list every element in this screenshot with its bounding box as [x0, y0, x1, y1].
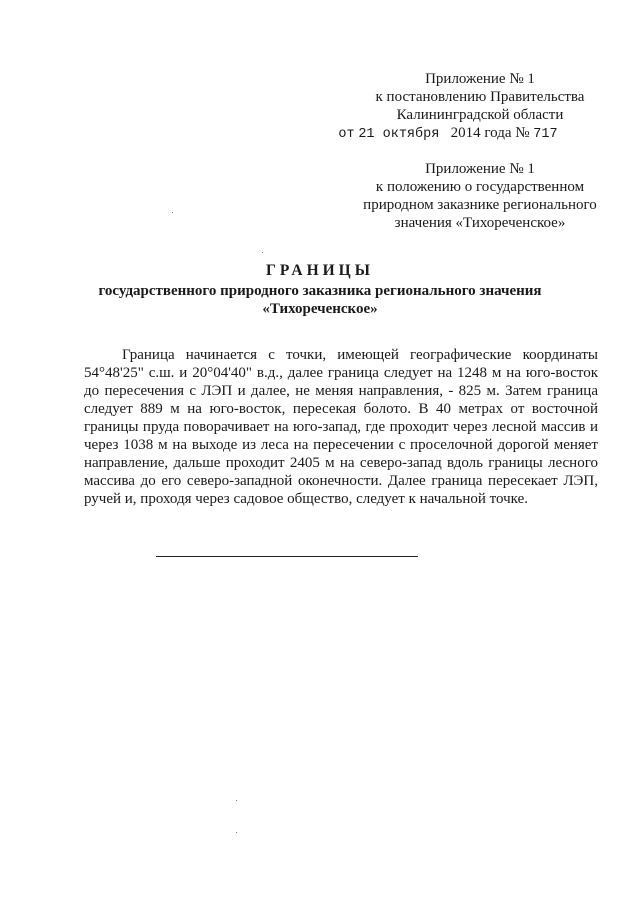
document-subtitle: государственного природного заказника регионального значения: [98, 283, 542, 299]
reserve-name: «Тихореченское»: [262, 301, 378, 317]
date-year: 2014 года №: [450, 125, 530, 141]
order-number: 717: [533, 127, 558, 142]
end-rule: [156, 556, 418, 557]
annex-regulation-line1: Приложение № 1: [425, 161, 535, 177]
annex-regulation-line2: к положению о государственном: [375, 179, 585, 195]
annex-regulation-line3: природном заказнике регионального: [363, 197, 597, 213]
annex-order-line3: Калининградской области: [396, 107, 564, 123]
document-title: ГРАНИЦЫ: [266, 262, 374, 279]
scan-speck: [236, 832, 237, 833]
scan-speck: [236, 800, 237, 801]
date-day-month: 21 октября: [358, 127, 440, 142]
annex-regulation-block: [330, 160, 630, 232]
annex-order-line1: Приложение № 1: [425, 71, 535, 87]
annex-order-date-line: [298, 124, 598, 144]
boundary-description: Граница начинается с точки, имеющей географические координаты 54°48'25" с.ш. и 20°04'40" в.д., далее граница следует на 1248 м на юго-восток до пересечения с ЛЭП и далее, не меняя направления, - 825 м. Затем граница следует 889 м на юго-восток, пересекая болото. В 40 метрах от восточной границы пруда поворачивает на юго-запад, где проходит через лесной массив и через 1038 м на выходе из леса на пересечении с проселочной дорогой меняет направление, дальше проходит 2405 м на северо-запад вдоль границы лесного массива до его северо-западной оконечности. Далее граница пересекает ЛЭП, ручей и, проходя через садовое общество, следует к начальной точке.: [84, 347, 598, 507]
annex-regulation-line4: значения «Тихореченское»: [394, 215, 566, 231]
date-prefix: от: [338, 127, 355, 142]
annex-order-block: [330, 70, 630, 144]
scan-speck: [172, 212, 173, 213]
scan-speck: [262, 252, 263, 253]
annex-order-line2: к постановлению Правительства: [375, 89, 585, 105]
